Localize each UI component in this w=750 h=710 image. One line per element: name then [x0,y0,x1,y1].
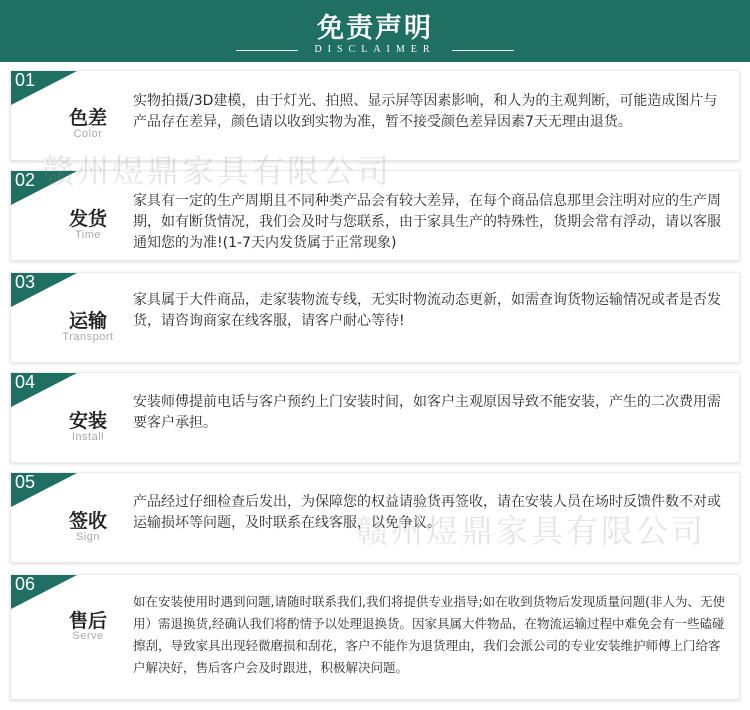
item-description: 家具有一定的生产周期且不同种类产品会有较大差异，在每个商品信息那里会注明对应的生产周期，如有断货情况，我们会及时与您联系，由于家具生产的特殊性，货期会常有浮动，请以客服通知您的为准!(1-7天内发货属于正常现象) [133,193,721,251]
item-number: 03 [15,272,36,292]
disclaimer-item-serve [10,574,740,700]
item-title: 签收 [68,510,107,532]
disclaimer-item-install [10,372,740,463]
item-title-en: Install [71,431,105,443]
item-description: 产品经过仔细检查后发出，为保障您的权益请验货再签收，请在安装人员在场时反馈件数不对或运输损坏等问题，及时联系在线客服，以免争议。 [133,494,721,531]
item-number: 02 [15,170,36,190]
item-title-en: Sign [75,531,101,543]
page-subtitle: DISCLAIMER [314,44,436,55]
item-title-en: Transport [62,331,114,343]
item-title: 安装 [68,410,107,432]
item-number: 04 [15,372,36,392]
item-description: 家具属于大件商品，走家装物流专线，无实时物流动态更新，如需查询货物运输情况或者是否发货，请咨询商家在线客服，请客户耐心等待! [133,292,721,329]
item-title: 售后 [68,610,107,632]
disclaimer-header [0,0,750,62]
header-divider-right [452,50,514,51]
item-title: 运输 [68,310,107,332]
item-title-en: Color [73,128,103,140]
item-number: 01 [15,70,36,90]
watermark-text: 赣州煜鼎家具有限公司 [356,512,707,550]
item-title-en: Time [74,229,102,241]
disclaimer-item-transport [10,272,740,363]
item-number: 06 [15,574,36,594]
item-description: 实物拍摄/3D建模，由于灯光、拍照、显示屏等因素影响，和人为的主观判断，可能造成图片与产品存在差异，颜色请以收到实物为准，暂不接受颜色差异因素7天无理由退货。 [133,93,718,130]
item-number: 05 [15,472,36,492]
page-title: 免责声明 [317,13,433,44]
item-title: 色差 [68,107,107,129]
item-title-en: Serve [72,630,104,642]
item-description: 如在安装使用时遇到问题,请随时联系我们,我们将提供专业指导;如在收到货物后发现质量问题(非人为、无使用）需退换货,经确认我们将酌情予以处理退换货。因家具属大件物品，在物流运输过程中难免会有一些磕碰擦刮，导致家具出现轻微磨损和刮花，客户不能作为退货理由，我们会派公司的专业安装维护师傅上门给客户解决好，售后客户会及时跟进，积极解决问题。 [133,594,726,675]
watermark-text: 赣州煜鼎家具有限公司 [42,152,393,190]
item-title: 发货 [68,208,107,230]
item-description: 安装师傅提前电话与客户预约上门安装时间，如客户主观原因导致不能安装，产生的二次费用需要客户承担。 [133,394,721,431]
